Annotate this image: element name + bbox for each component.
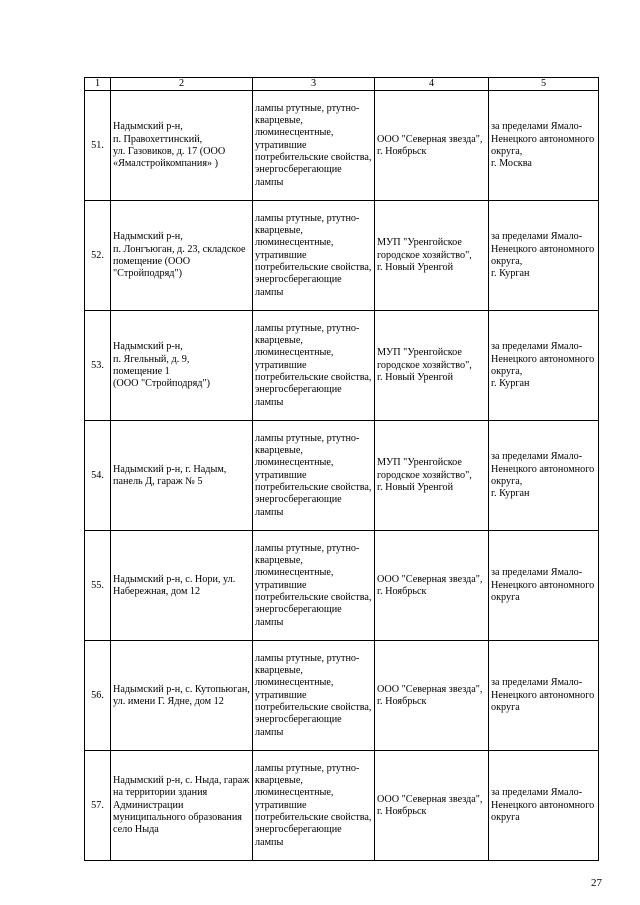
destination: за пределами Ямало-Ненецкого автономного округа, г. Курган — [489, 201, 599, 311]
waste-type: лампы ртутные, ртутно-кварцевые, люминесцентные, утратившие потребительские свойства, энергосберегающие лампы — [253, 421, 375, 531]
header-cell-5: 5 — [489, 78, 599, 91]
waste-type: лампы ртутные, ртутно-кварцевые, люминесцентные, утратившие потребительские свойства, энергосберегающие лампы — [253, 531, 375, 641]
operator: ООО "Северная звезда", г. Ноябрьск — [375, 641, 489, 751]
row-number: 56. — [85, 641, 111, 751]
page-number: 27 — [591, 877, 602, 889]
site-address: Надымский р-н, с. Нори, ул. Набережная, дом 12 — [111, 531, 253, 641]
row-number: 53. — [85, 311, 111, 421]
destination: за пределами Ямало-Ненецкого автономного округа, г. Москва — [489, 91, 599, 201]
table-row — [85, 421, 599, 531]
row-number: 51. — [85, 91, 111, 201]
header-cell-3: 3 — [253, 78, 375, 91]
destination: за пределами Ямало-Ненецкого автономного округа — [489, 531, 599, 641]
table-row — [85, 311, 599, 421]
table-row — [85, 201, 599, 311]
operator: ООО "Северная звезда", г. Ноябрьск — [375, 531, 489, 641]
row-number: 52. — [85, 201, 111, 311]
operator: ООО "Северная звезда", г. Ноябрьск — [375, 751, 489, 861]
operator: ООО "Северная звезда", г. Ноябрьск — [375, 91, 489, 201]
destination: за пределами Ямало-Ненецкого автономного округа — [489, 641, 599, 751]
destination: за пределами Ямало-Ненецкого автономного округа — [489, 751, 599, 861]
table-row — [85, 641, 599, 751]
table-row — [85, 91, 599, 201]
row-number: 54. — [85, 421, 111, 531]
row-number: 55. — [85, 531, 111, 641]
row-number: 57. — [85, 751, 111, 861]
table-row — [85, 531, 599, 641]
site-address: Надымский р-н, п. Ягельный, д. 9, помещение 1 (ООО "Стройподряд") — [111, 311, 253, 421]
operator: МУП "Уренгойское городское хозяйство", г. Новый Уренгой — [375, 201, 489, 311]
waste-sites-table — [84, 77, 599, 861]
site-address: Надымский р-н, п. Правохеттинский, ул. Газовиков, д. 17 (ООО «Ямалстройкомпания» ) — [111, 91, 253, 201]
header-cell-4: 4 — [375, 78, 489, 91]
waste-type: лампы ртутные, ртутно-кварцевые, люминесцентные, утратившие потребительские свойства, энергосберегающие лампы — [253, 311, 375, 421]
table-header-row — [85, 78, 599, 91]
site-address: Надымский р-н, п. Лонгъюган, д. 23, складское помещение (ООО "Стройподряд") — [111, 201, 253, 311]
operator: МУП "Уренгойское городское хозяйство", г. Новый Уренгой — [375, 421, 489, 531]
waste-type: лампы ртутные, ртутно-кварцевые, люминесцентные, утратившие потребительские свойства, энергосберегающие лампы — [253, 201, 375, 311]
site-address: Надымский р-н, с. Кутопьюган, ул. имени Г. Ядне, дом 12 — [111, 641, 253, 751]
site-address: Надымский р-н, г. Надым, панель Д, гараж № 5 — [111, 421, 253, 531]
destination: за пределами Ямало-Ненецкого автономного округа, г. Курган — [489, 311, 599, 421]
waste-type: лампы ртутные, ртутно-кварцевые, люминесцентные, утратившие потребительские свойства, энергосберегающие лампы — [253, 91, 375, 201]
waste-type: лампы ртутные, ртутно-кварцевые, люминесцентные, утратившие потребительские свойства, энергосберегающие лампы — [253, 641, 375, 751]
table-row — [85, 751, 599, 861]
waste-type: лампы ртутные, ртутно-кварцевые, люминесцентные, утратившие потребительские свойства, энергосберегающие лампы — [253, 751, 375, 861]
header-cell-1: 1 — [85, 78, 111, 91]
operator: МУП "Уренгойское городское хозяйство", г. Новый Уренгой — [375, 311, 489, 421]
site-address: Надымский р-н, с. Ныда, гараж на территории здания Администрации муниципального образования село Ныда — [111, 751, 253, 861]
destination: за пределами Ямало-Ненецкого автономного округа, г. Курган — [489, 421, 599, 531]
header-cell-2: 2 — [111, 78, 253, 91]
